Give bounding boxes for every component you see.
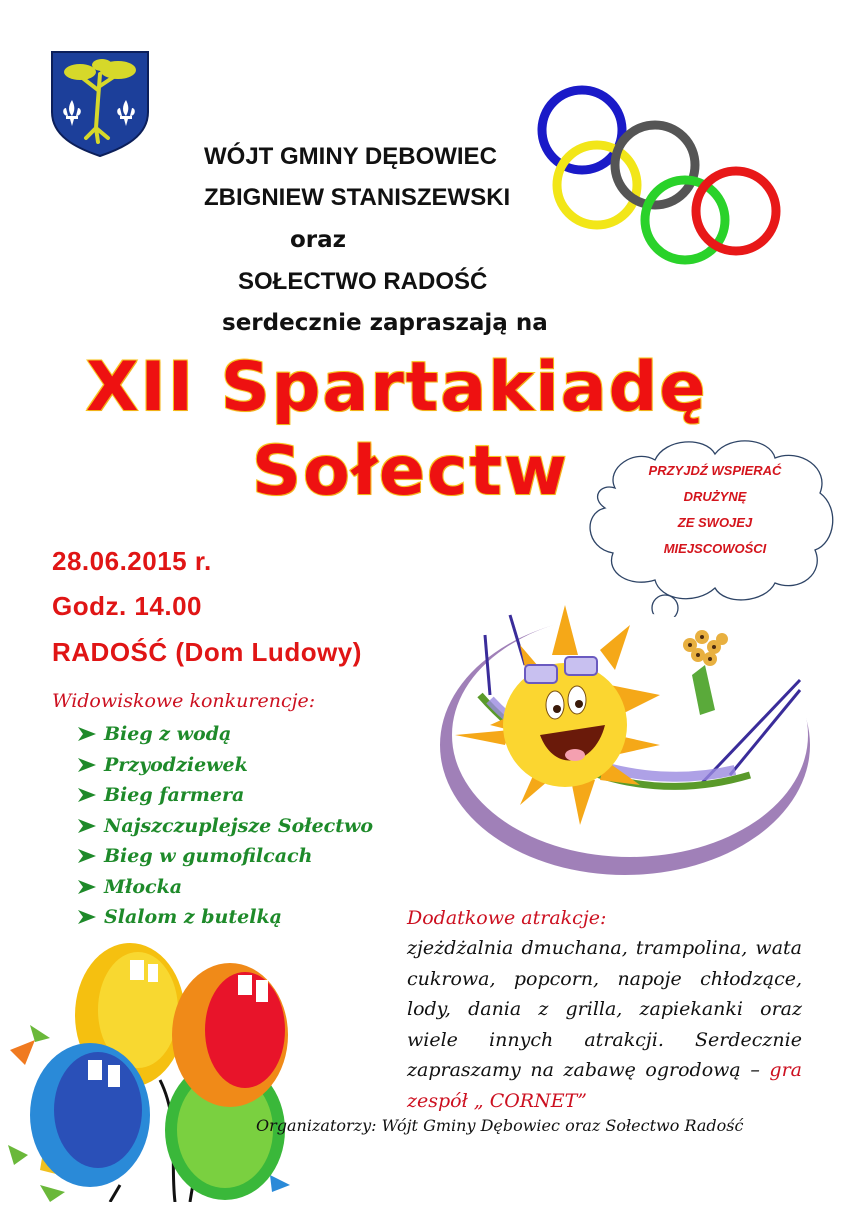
cloud-line-2: DRUŻYNĘ: [683, 489, 747, 504]
cloud-line-1: PRZYJDŹ WSPIERAĆ: [648, 463, 782, 478]
header-line-village: SOŁECTWO RADOŚĆ: [238, 268, 488, 295]
arrow-bullet-icon: [78, 849, 96, 863]
list-item: Bieg w gumofilcach: [78, 841, 373, 872]
list-item: Slalom z butelką: [78, 902, 373, 933]
additional-heading: Dodatkowe atrakcje:: [407, 907, 607, 929]
band-name: gra zespół „ CORNET”: [407, 1059, 802, 1112]
balloons-illustration: [0, 930, 300, 1202]
sun-hammock-illustration: [430, 585, 815, 885]
arrow-bullet-icon: [78, 819, 96, 833]
cloud-line-4: MIEJSCOWOŚCI: [663, 541, 767, 556]
list-item: Najszczuplejsze Sołectwo: [78, 811, 373, 842]
organizers-footer: Organizatorzy: Wójt Gminy Dębowiec oraz Sołectwo Radość: [256, 1116, 744, 1135]
list-item: Bieg z wodą: [78, 719, 373, 750]
list-item: Przyodziewek: [78, 750, 373, 781]
header-line-mayor-name: ZBIGNIEW STANISZEWSKI: [204, 184, 511, 211]
additional-description: zjeżdżalnia dmuchana, trampolina, wata cukrowa, popcorn, napoje chłodzące, lody, dania z grilla, zapiekanki oraz wiele innych atrakcji. Serdecznie zapraszamy na zabawę ogrodową –: [407, 937, 802, 1081]
header-line-mayor-title: WÓJT GMINY DĘBOWIEC: [204, 143, 497, 170]
competitions-heading: Widowiskowe konkurencje:: [52, 690, 316, 712]
event-title-line1: XII Spartakiadę: [86, 348, 708, 427]
cloud-line-3: ZE SWOJEJ: [677, 515, 753, 530]
arrow-bullet-icon: [78, 758, 96, 772]
olympic-rings-icon: [525, 70, 795, 280]
additional-body: [407, 933, 802, 1116]
arrow-bullet-icon: [78, 788, 96, 802]
competitions-list: [78, 719, 373, 933]
list-item: Młocka: [78, 872, 373, 903]
arrow-bullet-icon: [78, 880, 96, 894]
event-place: RADOŚĆ (Dom Ludowy): [52, 637, 362, 667]
event-date: 28.06.2015 r.: [52, 546, 212, 576]
list-item: Bieg farmera: [78, 780, 373, 811]
coat-of-arms-icon: [50, 50, 150, 158]
header-line-and: oraz: [290, 227, 347, 253]
event-time: Godz. 14.00: [52, 591, 202, 621]
event-title-line2: Sołectw: [252, 432, 569, 511]
arrow-bullet-icon: [78, 727, 96, 741]
arrow-bullet-icon: [78, 910, 96, 924]
header-line-invite: serdecznie zapraszają na: [222, 310, 548, 336]
